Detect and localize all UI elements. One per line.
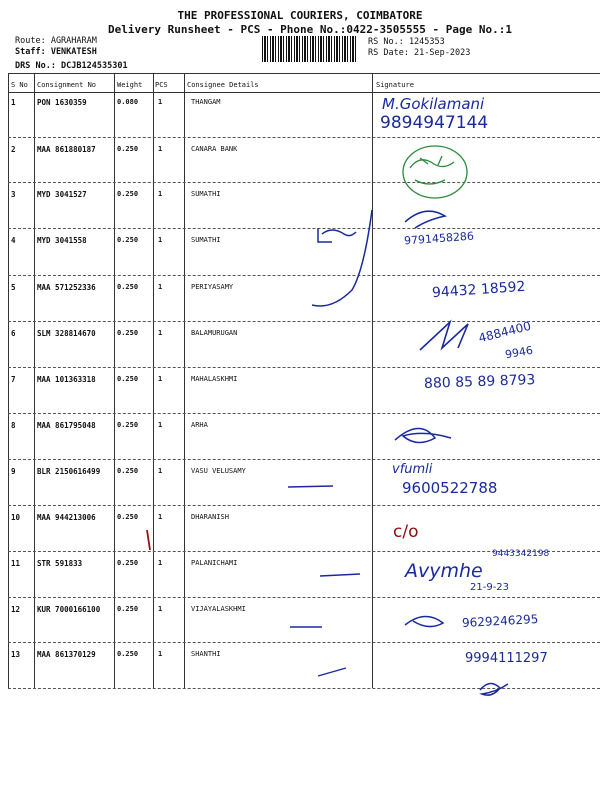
- row-9-consignee: VASU VELUSAMY: [191, 467, 246, 475]
- row-11-sno: 11: [11, 559, 21, 568]
- signature-11-name: Avymhe: [405, 560, 483, 582]
- row-5-weight: 0.250: [117, 283, 139, 291]
- signature-11-phone: 9443342198: [492, 549, 550, 559]
- row-5-consignment: MAA 571252336: [37, 283, 96, 292]
- row-6-consignee: BALAMURUGAN: [191, 329, 238, 337]
- row-13-weight: 0.250: [117, 650, 139, 658]
- row-3-sno: 3: [11, 190, 16, 199]
- signature-stroke: [318, 228, 356, 242]
- row-5-consignee: PERIYASAMY: [191, 283, 234, 291]
- row-11-pcs: 1: [158, 559, 163, 567]
- signature-7-phone: 880 85 89 8793: [423, 372, 536, 392]
- row-6-sno: 6: [11, 329, 16, 338]
- signature-6-number-2: 9946: [504, 343, 534, 362]
- row-13-sno: 13: [11, 650, 21, 659]
- row-7-weight: 0.250: [117, 375, 139, 383]
- col-header-weight: Weight: [117, 81, 143, 89]
- row-2-consignment: MAA 861880187: [37, 145, 96, 154]
- row-7-consignee: MAHALASKHMI: [191, 375, 238, 383]
- row-1-weight: 0.080: [117, 98, 139, 106]
- signature-1-phone: 9894947144: [380, 113, 489, 133]
- row-12-weight: 0.250: [117, 605, 139, 613]
- drs-number: DRS No.: DCJB124535301: [15, 61, 128, 71]
- rs-number: RS No.: 1245353: [368, 37, 445, 47]
- rs-date: RS Date: 21-Sep-2023: [368, 48, 471, 58]
- col-header-consignment: Consignment No: [37, 81, 97, 89]
- row-12-consignee: VIJAYALASKHMI: [191, 605, 246, 613]
- row-8-consignee: ARHA: [191, 421, 208, 429]
- runsheet-subtitle: Delivery Runsheet - PCS - Phone No.:0422-3505555 - Page No.:1: [108, 23, 512, 36]
- col-header-pcs: PCS: [155, 81, 168, 89]
- row-10-consignment: MAA 944213006: [37, 513, 96, 522]
- row-11-weight: 0.250: [117, 559, 139, 567]
- row-3-pcs: 1: [158, 190, 163, 198]
- row-13-consignee: SHANTHI: [191, 650, 221, 658]
- row-8-sno: 8: [11, 421, 16, 430]
- signature-stroke: [320, 574, 360, 576]
- row-4-consignee: SUMATHI: [191, 236, 221, 244]
- signature-6-number: 4884400: [477, 318, 533, 346]
- signature-stroke: [312, 210, 372, 306]
- row-11-consignment: STR 591833: [37, 559, 83, 568]
- signature-9-phone: 9600522788: [402, 479, 498, 497]
- row-12-pcs: 1: [158, 605, 163, 613]
- row-5-sno: 5: [11, 283, 16, 292]
- row-8-weight: 0.250: [117, 421, 139, 429]
- col-header-signature: Signature: [376, 81, 414, 89]
- company-title: THE PROFESSIONAL COURIERS, COIMBATORE: [177, 9, 423, 22]
- signature-stroke: [288, 486, 333, 487]
- row-6-pcs: 1: [158, 329, 163, 337]
- row-11-consignee: PALANICHAMI: [191, 559, 238, 567]
- row-2-consignee: CANARA BANK: [191, 145, 238, 153]
- row-1-sno: 1: [11, 98, 16, 107]
- signature-10-note: c/o: [393, 522, 419, 542]
- row-10-consignee: DHARANISH: [191, 513, 229, 521]
- row-8-consignment: MAA 861795048: [37, 421, 96, 430]
- stamp-seal: [403, 146, 467, 198]
- signature-5-phone: 94432 18592: [431, 278, 526, 302]
- row-3-consignment: MYD 3041527: [37, 190, 87, 199]
- row-8-pcs: 1: [158, 421, 163, 429]
- signature-stroke: [147, 530, 150, 550]
- row-4-sno: 4: [11, 236, 16, 245]
- signature-12-phone: 9629246295: [461, 612, 539, 630]
- signature-1-name: M.Gokilamani: [382, 95, 485, 113]
- row-13-consignment: MAA 861370129: [37, 650, 96, 659]
- row-9-sno: 9: [11, 467, 16, 476]
- route-label: Route: AGRAHARAM: [15, 36, 97, 46]
- row-1-consignment: PON 1630359: [37, 98, 87, 107]
- row-9-consignment: BLR 2150616499: [37, 467, 101, 476]
- row-4-consignment: MYD 3041558: [37, 236, 87, 245]
- row-2-weight: 0.250: [117, 145, 139, 153]
- row-7-consignment: MAA 101363318: [37, 375, 96, 384]
- row-4-pcs: 1: [158, 236, 163, 244]
- col-header-consignee: Consignee Details: [187, 81, 259, 89]
- signature-11-date: 21-9-23: [470, 582, 510, 593]
- row-7-pcs: 1: [158, 375, 163, 383]
- signature-stroke: [405, 616, 443, 626]
- signature-stroke: [480, 683, 508, 695]
- row-1-pcs: 1: [158, 98, 163, 106]
- row-7-sno: 7: [11, 375, 16, 384]
- row-1-consignee: THANGAM: [191, 98, 221, 106]
- signature-13-phone: 9994111297: [465, 651, 548, 666]
- signature-stroke: [405, 211, 445, 228]
- row-10-weight: 0.250: [117, 513, 139, 521]
- signature-stroke: [395, 428, 451, 442]
- signature-stroke: [318, 668, 346, 676]
- row-12-consignment: KUR 7000166100: [37, 605, 101, 614]
- row-13-pcs: 1: [158, 650, 163, 658]
- row-3-consignee: SUMATHI: [191, 190, 221, 198]
- col-header-sno: S No: [11, 81, 28, 89]
- row-12-sno: 12: [11, 605, 21, 614]
- row-4-weight: 0.250: [117, 236, 139, 244]
- row-2-sno: 2: [11, 145, 16, 154]
- staff-label: Staff: VENKATESH: [15, 47, 97, 57]
- signature-9-name: vfumli: [392, 462, 433, 477]
- row-6-consignment: SLM 328814670: [37, 329, 96, 338]
- row-6-weight: 0.250: [117, 329, 139, 337]
- signature-4-phone: 9791458286: [403, 229, 475, 248]
- row-10-sno: 10: [11, 513, 21, 522]
- signature-stroke: [420, 322, 468, 350]
- row-9-pcs: 1: [158, 467, 163, 475]
- row-10-pcs: 1: [158, 513, 163, 521]
- row-5-pcs: 1: [158, 283, 163, 291]
- row-9-weight: 0.250: [117, 467, 139, 475]
- row-3-weight: 0.250: [117, 190, 139, 198]
- row-2-pcs: 1: [158, 145, 163, 153]
